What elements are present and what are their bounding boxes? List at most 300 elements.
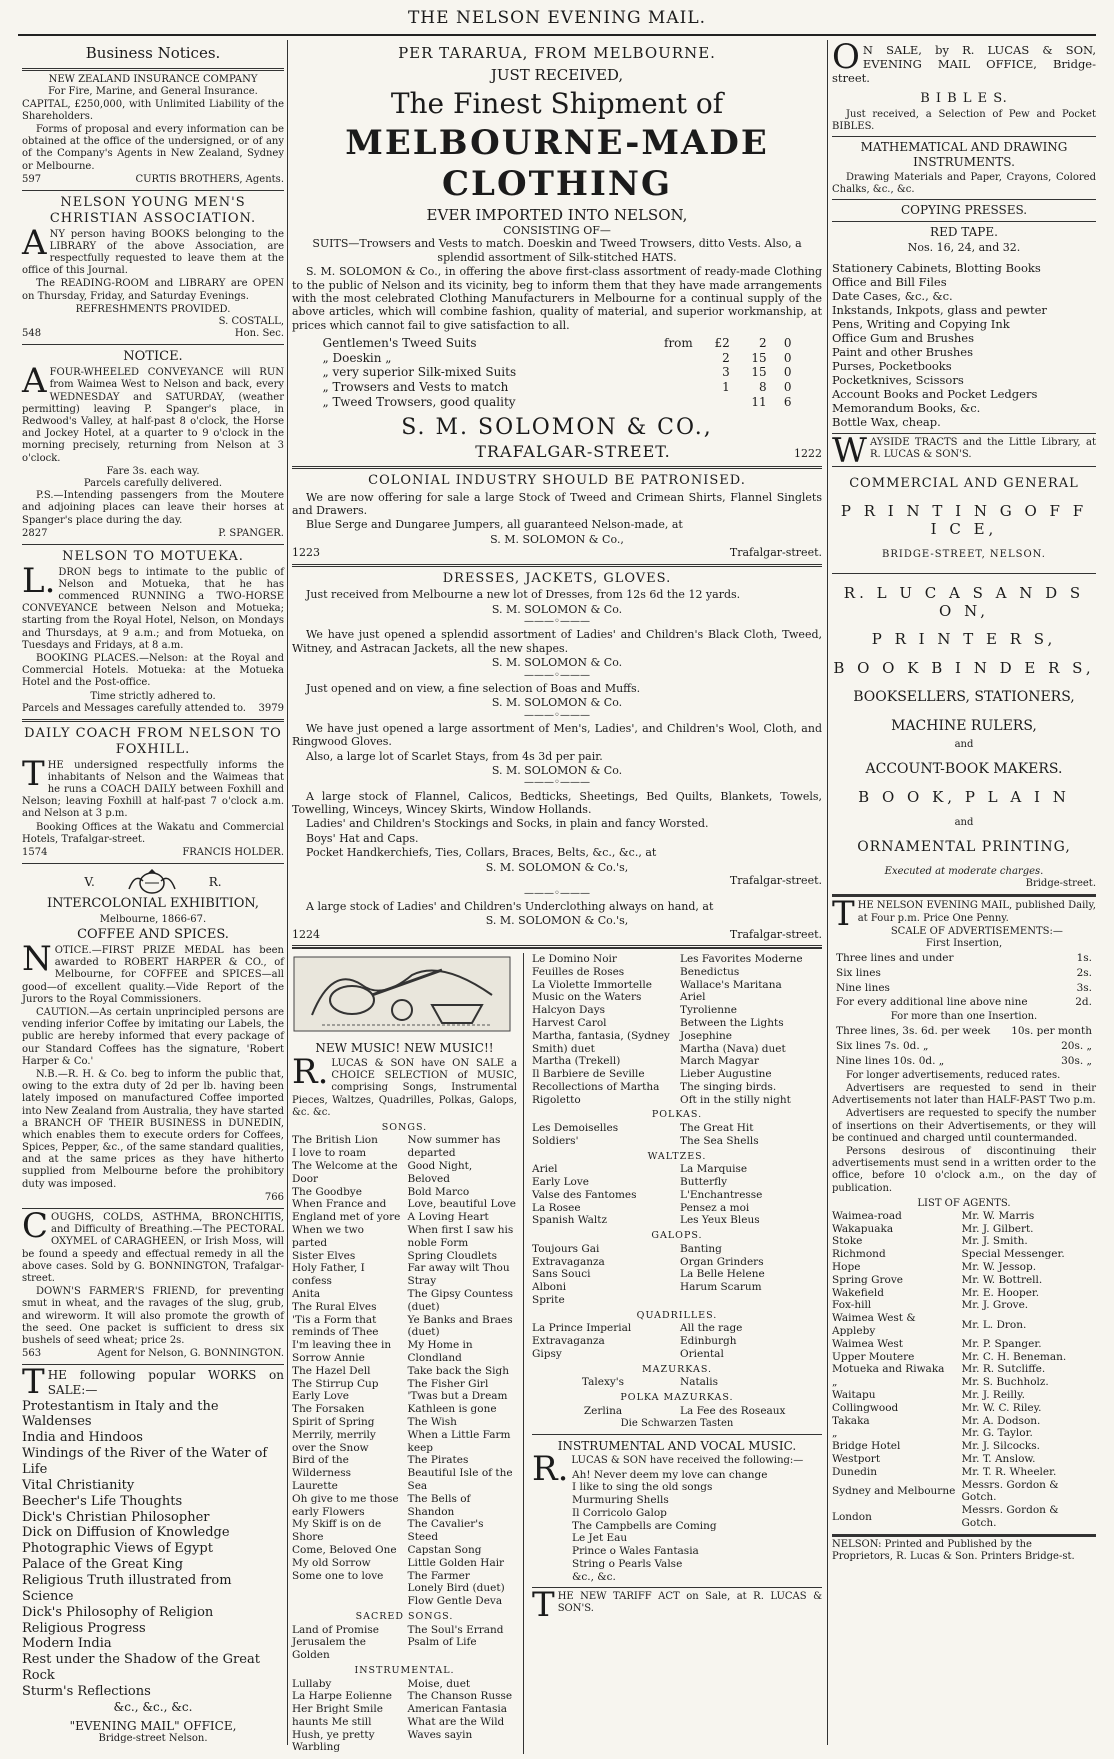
- list-item: Pens, Writing and Copying Ink: [832, 316, 1010, 331]
- agent-name: Mr. T. R. Wheeler.: [961, 1465, 1057, 1478]
- ad-text: Fare 3s. each way.: [106, 465, 200, 477]
- ad-signature: S. M. SOLOMON & Co.: [491, 764, 623, 778]
- list-item: Beautiful Isle of the Sea: [407, 1467, 513, 1492]
- agent-row: [832, 1210, 1096, 1223]
- ad-text: AFOUR-WHEELED CONVEYANCE will RUN from Waimea West to Nelson and back, every WEDNESDAY and SATURDAY, (weather permitting) leaving P. Spanger's place, in Redwood's Valley, at half-past 8 o'clock, the Horse and Jockey Hotel, at a quarter to 9 o'clock in the morning precisely, returning from Nelson at 3 o'clock.: [22, 361, 284, 464]
- list-item: Memorandum Books, &c.: [832, 400, 981, 415]
- list-item: The British Lion: [292, 1134, 378, 1147]
- rate-row: [834, 967, 1094, 980]
- price-cell: [638, 365, 696, 380]
- agent-row: [832, 1376, 1096, 1389]
- list-item: Office Gum and Brushes: [832, 330, 974, 345]
- list-item: Kathleen is gone: [407, 1403, 497, 1416]
- list-item: 'Twas but a Dream: [407, 1390, 508, 1403]
- list-item: Pocketknives, Scissors: [832, 372, 964, 387]
- column-right: [832, 37, 1096, 1745]
- rate-label: Nine lines: [836, 981, 890, 994]
- ad-number: 766: [264, 1191, 284, 1203]
- ad-signature: Parcels and Messages carefully attended to. 3979: [22, 702, 284, 714]
- ad-text: Drawing Materials and Paper, Crayons, Colored Chalks, &c., &c.: [832, 171, 1096, 195]
- agent-name: Mr. A. Dodson.: [961, 1414, 1041, 1427]
- list-item: When a Little Farm keep: [407, 1428, 511, 1454]
- price-cell: 3: [722, 365, 730, 380]
- price-row: [319, 380, 796, 395]
- list-item: A Loving Heart: [407, 1211, 489, 1224]
- royal-crest: V. R.: [22, 869, 284, 895]
- rate-row: [834, 1025, 1094, 1038]
- ad-title: MATHEMATICAL AND DRAWING INSTRUMENTS.: [860, 140, 1068, 169]
- ad-text: R.LUCAS & SON have received the following:—: [532, 1449, 804, 1490]
- agent-name: Special Messenger.: [961, 1248, 1065, 1261]
- agent-name: Mr. L. Dron.: [961, 1318, 1027, 1331]
- rate-label: Nine lines 10s. 0d. „: [836, 1055, 945, 1068]
- list-item: Halcyon Days: [532, 1004, 606, 1017]
- price-cell: 8: [759, 380, 767, 395]
- list-item: Capstan Song: [407, 1543, 482, 1556]
- list-item: The Sea Shells: [680, 1134, 759, 1147]
- firm-street: TRAFALGAR-STREET.: [475, 442, 671, 462]
- list-item: Les Favorites Moderne: [680, 952, 803, 965]
- list-item: Rest under the Shadow of the Great Rock: [22, 1652, 260, 1684]
- list-item: All the rage: [680, 1322, 743, 1335]
- ad-text: S. M. SOLOMON & Co., in offering the above first-class assortment of ready-made Clothing to the public of Nelson and its vicinity, beg to inform them that they have made arrangements with the most celebrated Clothing Manufacturers in Melbourne for a continual supply of the above articles, which will combine fashion, quality of material, and superior workmanship, at prices which cannot fail to give satisfaction to all.: [292, 265, 822, 332]
- list-item: 'Tis a Form that reminds of Thee: [292, 1313, 379, 1339]
- ad-title: INSTRUMENTAL AND VOCAL MUSIC.: [557, 1438, 797, 1453]
- ad-text: Nos. 16, 24, and 32.: [907, 241, 1021, 255]
- coughs-ad: [22, 1206, 284, 1365]
- rate-label: For every additional line above nine: [836, 996, 1028, 1009]
- list-item: Psalm of Life: [407, 1636, 477, 1649]
- agent-place: Stoke: [832, 1235, 863, 1248]
- coach-ad: [22, 722, 284, 864]
- ad-text: We have just opened a splendid assortment of Ladies' and Children's Black Cloth, Tweed, Witney, and Astracan Jackets, all the new shapes.: [292, 628, 822, 655]
- ad-text: R.LUCAS & SON have ON SALE a CHOICE SELECTION of MUSIC, comprising Songs, Instrumental Pieces, Waltzes, Quadrilles, Polkas, Galops, &c. &c.: [292, 1051, 517, 1118]
- ad-text: We have just opened a large assortment of Men's, Ladies', and Children's Wool, Cloth, and Ringwood Gloves.: [292, 721, 822, 749]
- agent-row: [832, 1338, 1096, 1351]
- rate-label: Six lines: [836, 966, 881, 979]
- agent-place: Bridge Hotel: [832, 1440, 901, 1453]
- list-item: Gipsy: [532, 1347, 562, 1360]
- list-item: Photographic Views of Egypt: [22, 1541, 213, 1557]
- price-cell: 0: [783, 365, 792, 380]
- price-cell: 11: [751, 394, 767, 409]
- price-cell: 0: [783, 336, 792, 351]
- agent-name: Mr. W. Marris: [961, 1209, 1035, 1222]
- price-row: [319, 336, 796, 351]
- agent-place: Hope: [832, 1261, 861, 1274]
- ad-signature: 548 Hon. Sec.: [22, 328, 284, 340]
- rate-row: [834, 996, 1094, 1009]
- instrumental-list: [292, 1678, 517, 1755]
- list-item: Harvest Carol: [532, 1016, 607, 1029]
- business-notices-header: [22, 40, 284, 71]
- agent-row: [832, 1299, 1096, 1312]
- ornament-divider: ———◦———: [524, 616, 590, 628]
- trade-line: P R I N T E R S,: [871, 630, 1057, 649]
- list-item: Account Books and Pocket Ledgers: [832, 386, 1038, 401]
- ad-text: Just received from Melbourne a new lot of Dresses, from 12s 6d the 12 yards.: [306, 588, 741, 602]
- ad-text: ON SALE, by R. LUCAS & SON, EVENING MAIL OFFICE, Bridge-street.: [832, 37, 1096, 86]
- column-center: [292, 40, 822, 1754]
- ad-text: N.B.—R. H. & Co. beg to inform the public that, owing to the extra duty of 2d per lb. having been lately imposed on manufactured Coffee imported into New Zealand from Australia, they have started a BRANCH OF THEIR BUSINESS in DUNEDIN, which enables them to execute orders for Coffees, Spices, Pepper, &c., of the same standard qualities, and at the same prices as they have hitherto supplied from Melbourne before the prohibitory duty was imposed.: [22, 1068, 284, 1190]
- ad-signature: S. M. SOLOMON & Co.'s,: [485, 860, 629, 874]
- ad-signature: S. M. SOLOMON & Co.,: [490, 532, 624, 546]
- trade-line: B O O K, P L A I N: [858, 788, 1070, 807]
- list-item: The Rural Elves: [292, 1300, 377, 1313]
- price-cell: 2: [759, 336, 767, 351]
- ad-text: P.S.—Intending passengers from the Moutere and adjoining places can leave their horses at Spanger's place during the day.: [22, 490, 284, 526]
- rate-price: 10s. per month: [1011, 1025, 1092, 1038]
- price-cell: [697, 395, 734, 410]
- list-item: La Marquise: [680, 1163, 748, 1176]
- galops-list: [532, 1243, 822, 1307]
- ad-text: SUITS—Trowsers and Vests to match. Doeskin and Tweed Trowsers, ditto Vests. Also, a splendid assortment of Silk-stitched HATS.: [312, 237, 802, 264]
- list-item: The Chanson Russe: [407, 1690, 513, 1703]
- ad-signature: S. M. SOLOMON & Co.: [491, 696, 623, 710]
- section-label: INSTRUMENTAL.: [354, 1664, 455, 1676]
- list-item: The Welcome at the Door: [292, 1160, 398, 1185]
- price-cell: 0: [783, 380, 792, 395]
- rate-label: Three lines and under: [836, 952, 954, 965]
- list-item: American Fantasia: [407, 1703, 507, 1716]
- printing-office-ad: [832, 467, 1096, 895]
- price-row: [319, 395, 796, 410]
- agent-place: London: [832, 1510, 872, 1523]
- list-item: The Stirrup Cup: [292, 1377, 379, 1390]
- ornament-divider: ———◦———: [524, 669, 590, 681]
- list-item: Land of Promise: [292, 1623, 379, 1636]
- list-item: Recollections of Martha: [532, 1080, 660, 1093]
- agent-place: Waitapu: [832, 1389, 876, 1402]
- agent-row: [832, 1453, 1096, 1466]
- clothing-ad: [292, 40, 822, 469]
- rates-table: [832, 950, 1096, 1011]
- ornament-divider: ———◦———: [524, 777, 590, 789]
- ad-text: Advertisers are requested to specify the number of insertions on their Advertisements, or they will be continued and charged until countermanded.: [832, 1108, 1096, 1144]
- ornament-divider: ———◦———: [524, 887, 590, 899]
- price-cell: [638, 395, 696, 410]
- ad-text: SCALE OF ADVERTISEMENTS:—: [890, 925, 1063, 937]
- agent-place: Wakapuaka: [832, 1222, 894, 1235]
- ad-text: EVER IMPORTED INTO NELSON,: [426, 205, 688, 224]
- ad-text: ANY person having BOOKS belonging to the LIBRARY of the above Association, are respectfully requested to leave them at the office of this Journal.: [22, 222, 284, 277]
- list-item: Ariel: [532, 1163, 558, 1176]
- list-item: Early Love: [292, 1390, 350, 1403]
- ad-text: Bridge-street Nelson.: [98, 1733, 208, 1745]
- ad-text: Melbourne, 1866-67.: [99, 914, 207, 926]
- price-cell: „ Trowsers and Vests to match: [322, 380, 509, 395]
- section-label: POLKA MAZURKAS.: [620, 1392, 734, 1404]
- list-item: Il Barbiere de Seville: [532, 1068, 645, 1081]
- list-item: Ye Banks and Braes (duet): [407, 1313, 513, 1339]
- ad-text: JUST RECEIVED,: [490, 66, 624, 85]
- agent-name: Mr. R. Sutcliffe.: [961, 1363, 1046, 1376]
- rate-price: 3s.: [1076, 981, 1092, 994]
- ad-title: NEW ZEALAND INSURANCE COMPANY: [48, 74, 258, 86]
- rate-price: 20s. „: [1061, 1040, 1092, 1053]
- ad-title: INTERCOLONIAL EXHIBITION,: [46, 896, 260, 912]
- list-item: Les Demoiselles: [532, 1122, 619, 1135]
- ad-text: For more than one Insertion.: [890, 1011, 1038, 1023]
- list-item: I'm leaving thee in Sorrow Annie: [292, 1339, 392, 1365]
- list-item: When France and England met of yore: [292, 1198, 401, 1224]
- list-item: Come, Beloved One: [292, 1543, 397, 1556]
- ad-text: S. COSTALL,: [218, 316, 284, 328]
- agent-name: Messrs. Gordon & Gotch.: [961, 1478, 1059, 1504]
- list-item: Le Jet Eau: [572, 1532, 628, 1545]
- polka-mazurkas-list: Zerlina La Fee des Roseaux: [583, 1404, 786, 1417]
- ad-title: COPYING PRESSES.: [900, 202, 1028, 217]
- list-item: Benedictus: [680, 965, 740, 978]
- list-item: Office and Bill Files: [832, 274, 947, 289]
- music-right-column: [532, 953, 822, 1754]
- stationery-ad: [832, 37, 1096, 434]
- ad-text: BRIDGE-STREET, NELSON.: [882, 548, 1046, 560]
- agent-place: Collingwood: [832, 1401, 899, 1414]
- ad-text: DOWN'S FARMER'S FRIEND, for preventing smut in wheat, and the ravages of the slug, grub, and wireworm. It will also promote the growth of the seed. One packet is sufficient to dress six bushels of seed wheat; price 2s.: [22, 1286, 284, 1346]
- list-item: Wallace's Maritana: [680, 978, 782, 991]
- ad-text: We are now offering for sale a large Stock of Tweed and Crimean Shirts, Flannel Singlets and Drawers.: [292, 490, 822, 517]
- list-item: Anita: [292, 1288, 321, 1301]
- list-item: Jerusalem the Golden: [292, 1636, 366, 1662]
- list-item: The Campbells are Coming: [572, 1519, 717, 1532]
- conveyance-notice: [22, 345, 284, 544]
- list-item: Her Bright Smile haunts Me still: [292, 1703, 383, 1728]
- rates-table: [832, 1023, 1096, 1069]
- price-cell: [638, 380, 696, 395]
- list-item: The Soul's Errand: [407, 1623, 504, 1636]
- list-item: Love, beautiful Love: [407, 1198, 516, 1211]
- list-item: La Violette Immortelle: [532, 978, 652, 991]
- price-cell: „ Doeskin „: [322, 350, 392, 365]
- trade-line: ACCOUNT-BOOK MAKERS.: [865, 761, 1063, 778]
- trade-line: MACHINE RULERS,: [891, 718, 1037, 735]
- list-item: Organ Grinders: [680, 1255, 764, 1268]
- trade-line: B O O K B I N D E R S,: [833, 658, 1095, 677]
- list-item: Stationery Cabinets, Blotting Books: [832, 260, 1041, 275]
- list-item: March Magyar: [680, 1055, 759, 1068]
- ad-text: Just opened and on view, a fine selection of Boas and Muffs.: [306, 681, 641, 695]
- list-item: Good Night, Beloved: [407, 1160, 473, 1185]
- list-item: Tyrolienne: [680, 1004, 737, 1017]
- agent-row: [832, 1402, 1096, 1415]
- list-item: Spanish Waltz: [532, 1214, 608, 1227]
- list-item: Religious Progress: [22, 1620, 146, 1636]
- ad-signature: 2827 P. SPANGER.: [22, 527, 284, 539]
- list-item: Hush, ye pretty Warbling: [292, 1728, 375, 1754]
- motueka-ad: [22, 545, 284, 722]
- section-label: POLKAS.: [651, 1109, 703, 1121]
- list-item: Between the Lights: [680, 1016, 784, 1029]
- works-ad: [22, 1362, 284, 1749]
- top-rule: [18, 34, 1096, 36]
- price-cell: 15: [751, 350, 767, 365]
- list-item: Martha, fantasia, (Sydney Smith) duet: [532, 1029, 670, 1055]
- list-item: Oh give to me those early Flowers: [292, 1492, 399, 1518]
- agent-place: Spring Grove: [832, 1273, 903, 1286]
- list-item: Le Domino Noir: [532, 952, 617, 965]
- ad-text: CAPITAL, £250,000, with Unlimited Liability of the Shareholders.: [22, 98, 284, 122]
- list-item: When we two parted: [292, 1224, 364, 1249]
- agent-row: [832, 1504, 1096, 1530]
- list-item: Rigoletto: [532, 1093, 581, 1106]
- list-item: The Forsaken: [292, 1403, 365, 1416]
- ad-text: and: [954, 816, 974, 828]
- agent-place: Waimea West: [832, 1337, 904, 1350]
- list-item: &c., &c.: [572, 1570, 616, 1583]
- list-item: Early Love: [532, 1176, 590, 1189]
- list-item: Edinburgh: [680, 1335, 737, 1348]
- ad-text: Persons desirous of discontinuing their advertisements must send in a written order to the office, before 10 o'clock a.m., on the day of publication.: [832, 1145, 1096, 1194]
- list-item: Banting: [680, 1242, 722, 1255]
- list-item: Inkstands, Inkpots, glass and pewter: [832, 302, 1047, 317]
- list-item: Feuilles de Roses: [532, 965, 625, 978]
- list-item: Laurette: [292, 1479, 338, 1492]
- ad-headline: MELBOURNE-MADE CLOTHING: [345, 122, 769, 205]
- list-item: Religious Truth illustrated from Science: [22, 1573, 232, 1604]
- mazurkas-list: Talexy's Natalis: [581, 1376, 719, 1389]
- ad-subtitle: For Fire, Marine, and General Insurance.: [48, 86, 258, 98]
- list-item: Spirit of Spring: [292, 1416, 375, 1428]
- agents-table: [832, 1210, 1096, 1530]
- agent-row: [832, 1235, 1096, 1248]
- list-item: Pensez a moi: [680, 1201, 750, 1214]
- wayside-ad: [832, 430, 1096, 471]
- sacred-list: [292, 1624, 517, 1662]
- agent-name: Mr. J. Gilbert.: [961, 1222, 1034, 1235]
- firm-name: R. L U C A S A N D S O N,: [843, 583, 1085, 621]
- agent-name: Mr. T. Anslow.: [961, 1453, 1036, 1466]
- ad-text: Forms of proposal and every information can be obtained at the office of the undersigned, or of any of the Company's Agents in New Zealand, Sydney or Melbourne.: [22, 124, 284, 172]
- list-item: Little Golden Hair: [407, 1556, 505, 1569]
- trade-line: BOOKSELLERS, STATIONERS,: [853, 688, 1075, 705]
- list-item: The Great Hit: [680, 1122, 754, 1135]
- ad-title: COLONIAL INDUSTRY SHOULD BE PATRONISED.: [368, 472, 746, 488]
- agent-place: Richmond: [832, 1248, 886, 1261]
- exhibition-ad: [22, 864, 284, 1209]
- list-item: Die Schwarzen Tasten: [620, 1417, 734, 1429]
- list-item: India and Hindoos: [22, 1430, 143, 1446]
- agent-place: Wakefield: [832, 1286, 885, 1299]
- price-row: [319, 351, 796, 366]
- agent-place: Waimea West & Appleby: [832, 1312, 916, 1338]
- column-left: [22, 40, 284, 1745]
- ad-text: THE NELSON EVENING MAIL, published Daily, at Four p.m. Price One Penny.: [832, 894, 1096, 935]
- list-item: Oriental: [680, 1347, 724, 1360]
- ad-text: A large stock of Ladies' and Children's Underclothing always on hand, at: [306, 899, 714, 913]
- list-item: Beecher's Life Thoughts: [22, 1493, 183, 1509]
- agent-place: Motueka and Riwaka: [832, 1363, 945, 1376]
- agent-name: Mr. W. C. Riley.: [961, 1401, 1042, 1414]
- ad-text: Also, a large lot of Scarlet Stays, from 4s 3d per pair.: [306, 749, 603, 763]
- price-cell: £2: [714, 336, 730, 351]
- list-item: Merrily, merrily over the Snow: [292, 1428, 376, 1454]
- agent-row: [832, 1415, 1096, 1428]
- agent-place: Takaka: [832, 1414, 870, 1427]
- polkas-list: [532, 1122, 822, 1148]
- list-item: The singing birds.: [680, 1080, 777, 1093]
- list-item: Purses, Pocketbooks: [832, 358, 952, 373]
- works-list: [22, 1399, 284, 1700]
- price-cell: 2: [722, 350, 730, 365]
- list-item: The Goodbye: [292, 1185, 362, 1198]
- ad-text: Executed at moderate charges.: [884, 865, 1044, 877]
- ad-signature: Trafalgar-street.: [729, 874, 822, 888]
- agent-name: Mr. G. Taylor.: [961, 1427, 1033, 1440]
- rate-price: 2s.: [1076, 966, 1092, 979]
- ad-title: P R I N T I N G O F F I C E,: [840, 501, 1088, 539]
- list-item: The Hazel Dell: [292, 1364, 371, 1377]
- list-item: Flow Gentle Deva: [407, 1595, 503, 1608]
- quadrilles-list: [532, 1322, 822, 1360]
- list-item: Ariel: [680, 991, 706, 1004]
- rate-label: Six lines 7s. 0d. „: [836, 1040, 929, 1053]
- agent-row: [832, 1261, 1096, 1274]
- dresses-ad: [292, 567, 822, 948]
- rate-row: [834, 982, 1094, 995]
- ad-signature: 1224 Trafalgar-street.: [292, 927, 822, 941]
- agent-name: Mr. E. Hooper.: [961, 1286, 1040, 1299]
- section-label: MAZURKAS.: [641, 1363, 713, 1375]
- list-item: Josephine: [680, 1029, 732, 1042]
- ad-text: "EVENING MAIL" OFFICE,: [69, 1718, 237, 1733]
- ad-subtitle: COFFEE AND SPICES.: [77, 927, 229, 943]
- list-item: Oft in the stilly night: [680, 1093, 791, 1106]
- agent-row: [832, 1466, 1096, 1479]
- ad-title: DRESSES, JACKETS, GLOVES.: [442, 570, 672, 586]
- ad-title: NELSON TO MOTUEKA.: [62, 548, 244, 564]
- ad-text: Time strictly adhered to.: [90, 690, 216, 702]
- agent-name: Mr. P. Spanger.: [961, 1337, 1042, 1350]
- ad-title: NOTICE.: [123, 349, 183, 365]
- ad-title: RED TAPE.: [930, 224, 998, 239]
- agent-place: Dunedin: [832, 1465, 877, 1478]
- ad-signature: 1574 FRANCIS HOLDER.: [22, 847, 284, 859]
- ad-text: THE undersigned respectfully informs the inhabitants of Nelson and the Waimeas that he runs a COACH DAILY between Foxhill and Nelson; leaving Foxhill at half-past 7 o'clock a.m. and Nelson at 3 p.m.: [22, 753, 284, 820]
- ad-title: DAILY COACH FROM NELSON TO FOXHILL.: [24, 725, 282, 757]
- agent-name: Messrs. Gordon & Gotch.: [961, 1504, 1059, 1530]
- agent-name: Mr. S. Buchholz.: [961, 1376, 1049, 1389]
- list-item: My old Sorrow: [292, 1556, 371, 1569]
- ornament-divider: ———◦———: [524, 709, 590, 721]
- price-table: [319, 336, 796, 409]
- agent-row: [832, 1440, 1096, 1453]
- list-item: Palace of the Great King: [22, 1557, 184, 1573]
- list-item: Dick's Philosophy of Religion: [22, 1604, 214, 1620]
- list-item: Modern India: [22, 1636, 112, 1652]
- ad-text: A large stock of Flannel, Calicos, Bedticks, Sheetings, Bed Quilts, Blankets, Towels, Towelling, Winceys, Wincey Skirts, Window Hollands.: [292, 789, 822, 817]
- agent-place: Sydney and Melbourne: [832, 1485, 956, 1498]
- price-cell: Gentlemen's Tweed Suits: [322, 336, 477, 351]
- firm-name: S. M. SOLOMON & CO.,: [401, 415, 713, 441]
- agent-name: Mr. J. Silcocks.: [961, 1440, 1040, 1453]
- column-divider: [287, 40, 288, 1745]
- agent-name: Mr. J. Grove.: [961, 1299, 1029, 1312]
- agent-row: [832, 1287, 1096, 1300]
- imprint: NELSON: Printed and Published by the Proprietors, R. Lucas & Son. Printers Bridge-st.: [832, 1535, 1096, 1563]
- pieces-list: [532, 953, 822, 1107]
- ad-text: Bridge-street.: [1025, 878, 1096, 890]
- agent-row: [832, 1363, 1096, 1376]
- price-cell: 6: [783, 394, 792, 409]
- section-label: WALTZES.: [647, 1150, 707, 1162]
- agent-row: [832, 1389, 1096, 1402]
- price-cell: [638, 351, 696, 366]
- list-item: Bottle Wax, cheap.: [832, 414, 941, 429]
- ad-title: B I B L E S.: [920, 91, 1008, 107]
- agent-name: Mr. C. H. Beneman.: [961, 1350, 1067, 1363]
- waltzes-list: [532, 1163, 822, 1227]
